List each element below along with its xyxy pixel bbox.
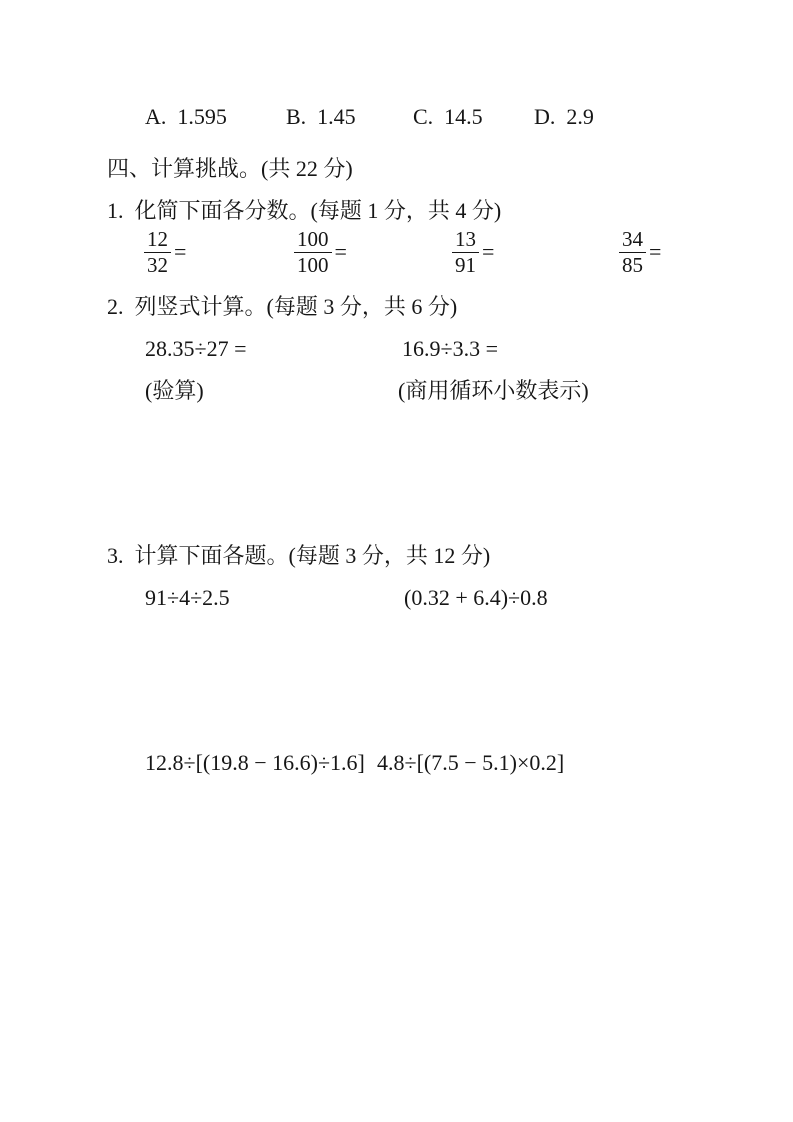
equals-sign: = [174, 239, 187, 264]
fraction-denominator: 32 [147, 253, 168, 277]
q3-title: 3. 计算下面各题。(每题 3 分，共 12 分) [107, 543, 491, 568]
q2-expression-right: 16.9÷3.3 = [402, 336, 498, 361]
equals-sign: = [334, 239, 347, 264]
q2-note-check: (验算) [145, 378, 204, 403]
fraction-denominator: 91 [455, 253, 476, 277]
equals-sign: = [649, 239, 662, 264]
q1-fraction-4 [619, 227, 661, 277]
option-c: C. 14.5 [413, 104, 483, 129]
fraction-numerator: 13 [452, 227, 479, 253]
q2-title: 2. 列竖式计算。(每题 3 分，共 6 分) [107, 294, 458, 319]
fraction-numerator: 100 [294, 227, 332, 253]
q1-fraction-2 [294, 227, 347, 277]
q2-expression-left: 28.35÷27 = [145, 336, 247, 361]
fraction-stack [619, 227, 646, 277]
fraction-denominator: 100 [297, 253, 329, 277]
fraction-numerator: 12 [144, 227, 171, 253]
q3-expression-2: (0.32 + 6.4)÷0.8 [404, 585, 548, 610]
q3-expression-4: 4.8÷[(7.5 − 5.1)×0.2] [377, 750, 565, 775]
q1-fraction-3 [452, 227, 494, 277]
fraction-stack [452, 227, 479, 277]
option-b: B. 1.45 [286, 104, 356, 129]
q3-expression-3: 12.8÷[(19.8 − 16.6)÷1.6] [145, 750, 365, 775]
fraction-stack [294, 227, 332, 277]
fraction-denominator: 85 [622, 253, 643, 277]
section-four-title: 四、计算挑战。(共 22 分) [107, 156, 353, 181]
option-d: D. 2.9 [534, 104, 594, 129]
equals-sign: = [482, 239, 495, 264]
fraction-numerator: 34 [619, 227, 646, 253]
q1-fraction-1 [144, 227, 186, 277]
option-a: A. 1.595 [145, 104, 227, 129]
q1-title: 1. 化简下面各分数。(每题 1 分，共 4 分) [107, 198, 502, 223]
q3-expression-1: 91÷4÷2.5 [145, 585, 230, 610]
q2-note-repeating-decimal: (商用循环小数表示) [398, 378, 589, 403]
fraction-stack [144, 227, 171, 277]
